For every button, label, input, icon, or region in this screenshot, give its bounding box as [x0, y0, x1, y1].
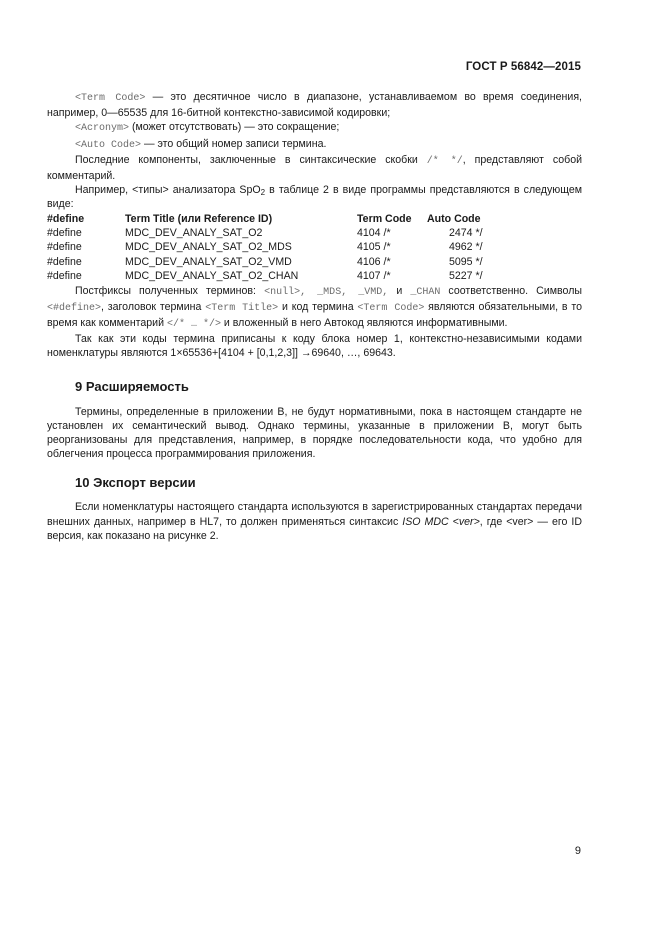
- postfix-text: Постфиксы полученных терминов:: [75, 284, 265, 297]
- example-pre: Например, <типы> анализатора SpO: [75, 184, 261, 197]
- term-title-header-cell: Term Title (или Reference ID): [125, 212, 273, 225]
- define-cell: #define: [47, 227, 82, 240]
- acronym-text: (может отсутствовать) — это сокращение;: [129, 121, 340, 134]
- postfix-text: и: [388, 284, 411, 297]
- term-title-cell: MDC_DEV_ANALY_SAT_O2_CHAN: [125, 270, 299, 283]
- postfix-mono: <#define>: [47, 302, 102, 314]
- example-paragraph: [47, 183, 582, 211]
- define-cell: #define: [47, 241, 82, 254]
- acronym-mono: <Acronym>: [75, 123, 130, 135]
- auto-code-text: — это общий номер записи термина.: [141, 137, 327, 150]
- section-10-text: , где <ver> — его ID версия, как показано на рисунке 2.: [47, 515, 582, 542]
- term-title-cell: MDC_DEV_ANALY_SAT_O2_VMD: [125, 255, 292, 268]
- section-10-paragraph: [47, 500, 582, 543]
- auto-code-mono: <Auto Code>: [75, 139, 142, 151]
- define-cell: #define: [47, 255, 82, 268]
- postfix-text: и вложенный в него Автокод являются информативными.: [220, 317, 508, 330]
- acronym-paragraph: [47, 120, 582, 136]
- define-cell: #define: [47, 270, 82, 283]
- postfix-text: и код термина: [278, 300, 358, 313]
- table-row: [47, 240, 582, 254]
- section-10-text: Если номенклатуры настоящего стандарта используются в зарегистрированных стандартах передачи внешних данных, например в HL7, то должен применяться синтаксис: [47, 501, 582, 528]
- auto-code-cell: 5095 */: [449, 255, 483, 268]
- postfix-mono: <null>, _MDS, _VMD,: [264, 286, 389, 298]
- term-title-cell: MDC_DEV_ANALY_SAT_O2: [125, 227, 263, 240]
- section-9-heading: 9 Расширяемость: [75, 378, 189, 394]
- document-header: ГОСТ Р 56842—2015: [465, 61, 581, 73]
- block-code-paragraph: Так как эти коды термина приписаны к коду блока номер 1, контекстно-независимыми кодами номенклатуры являются 1×65536+[4104 + [0,1,2,3]] →69640, …, 69643.: [47, 333, 582, 360]
- term-title-cell: MDC_DEV_ANALY_SAT_O2_MDS: [125, 241, 292, 254]
- postfix-text: , заголовок термина: [101, 300, 206, 313]
- term-code-cell: 4104 /*: [357, 227, 391, 240]
- comment-mono: /* */: [426, 155, 463, 167]
- table-row: [47, 226, 582, 240]
- auto-code-cell: 2474 */: [449, 227, 483, 240]
- postfix-text: являются обязательными, в то время как комментарий: [47, 300, 583, 330]
- postfix-mono: </* … */>: [166, 319, 221, 331]
- term-code-cell: 4105 /*: [357, 241, 391, 254]
- define-header-cell: #define: [47, 212, 85, 225]
- section-10-heading: 10 Экспорт версии: [75, 475, 196, 491]
- auto-code-paragraph: [47, 137, 582, 153]
- postfix-text: соответственно. Символы: [440, 284, 582, 297]
- term-code-cell: 4106 /*: [357, 255, 391, 268]
- term-code-text: — это десятичное число в диапазоне, устанавливаемом во время соединения, например, 0—65535 для 16-битной контекстно-зависимой кодировки;: [47, 91, 582, 120]
- page-number: 9: [574, 845, 581, 857]
- page-content: [47, 90, 582, 543]
- auto-code-cell: 5227 */: [449, 270, 483, 283]
- term-code-cell: 4107 /*: [357, 270, 391, 283]
- example-subscript: 2: [260, 188, 266, 198]
- auto-code-header-cell: Auto Code: [427, 212, 481, 225]
- postfix-mono: _CHAN: [410, 286, 441, 298]
- term-code-mono: <Term Code>: [75, 93, 146, 104]
- define-table-header: [47, 212, 582, 226]
- postfix-mono: <Term Title>: [205, 302, 279, 314]
- define-table: [47, 212, 582, 284]
- comment-pre: Последние компоненты, заключенные в синтаксические скобки: [75, 153, 427, 166]
- term-code-paragraph: [47, 90, 582, 120]
- comment-post: , представляют собой комментарий.: [47, 153, 583, 183]
- table-row: [47, 255, 582, 269]
- auto-code-cell: 4962 */: [449, 241, 483, 254]
- section-9-paragraph: Термины, определенные в приложении В, не будут нормативными, пока в настоящем стандарте не установлен их семантический вывод. Однако термины, указанные в приложении В, могут быть реорганизованы для представления, например, в порядке последовательности кода, что удобно для облегчения процесса программирования приложения.: [47, 405, 582, 461]
- table-row: [47, 269, 582, 283]
- postfix-mono: <Term Code>: [357, 302, 425, 314]
- section-10-syntax: ISO MDC <ver>: [402, 515, 480, 528]
- example-post: в таблице 2 в виде программы представляются в следующем виде:: [47, 184, 582, 211]
- postfix-paragraph: [47, 284, 582, 333]
- comment-paragraph: [47, 153, 582, 183]
- term-code-header-cell: Term Code: [357, 212, 412, 225]
